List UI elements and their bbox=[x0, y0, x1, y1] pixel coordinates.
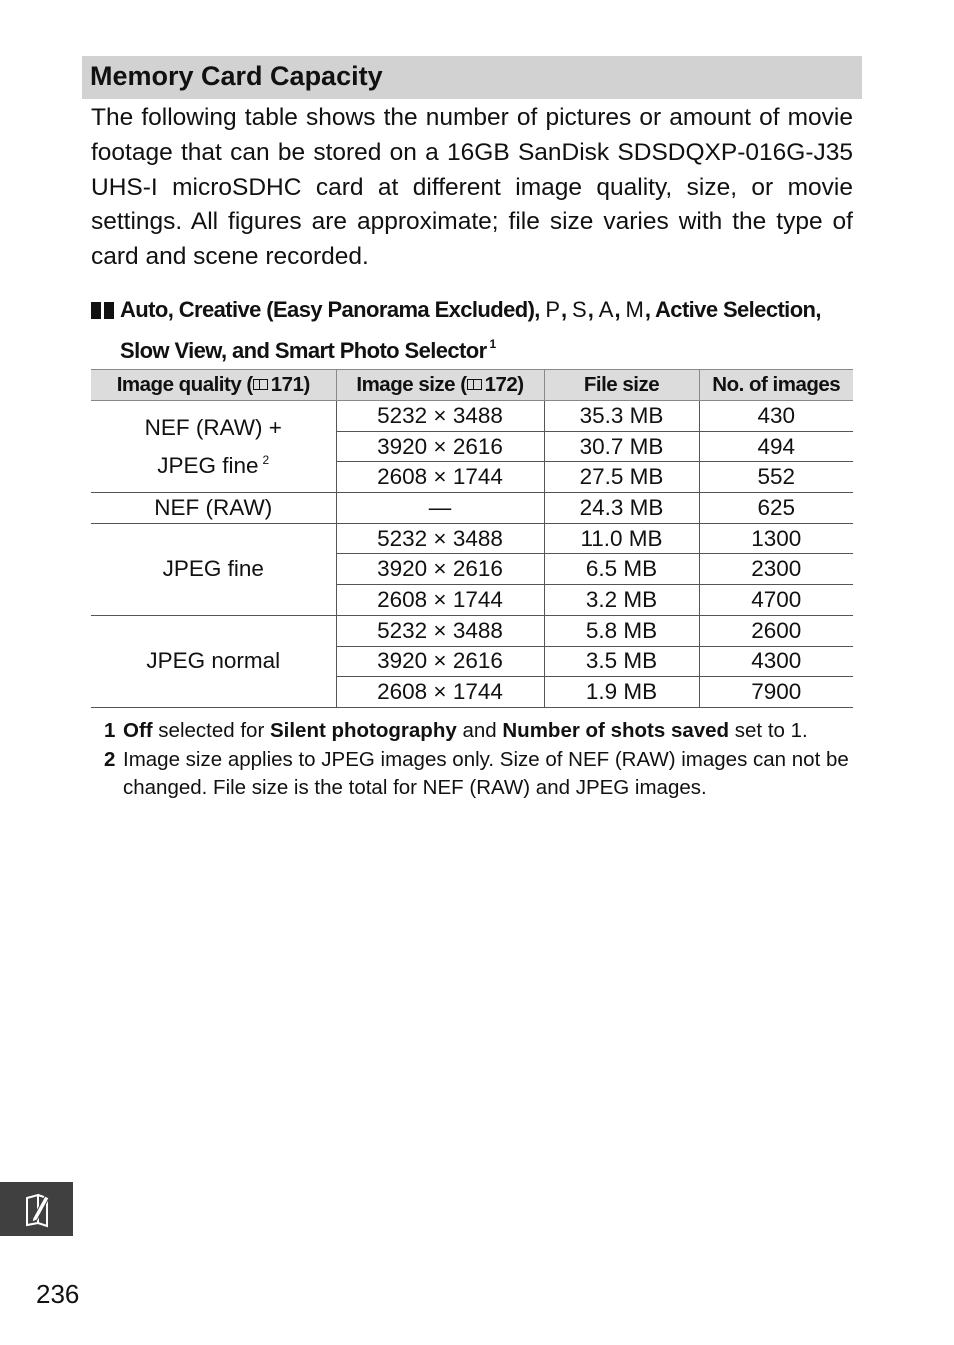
intro-paragraph: The following table shows the number of pictures or amount of movie footage that can be stored on a 16GB SanDisk SDSDQXP-016G-J35 UHS-I microSDHC card at different image quality, size, or movie settings. All figures are approximate; file size varies with the type of card and scene recorded. bbox=[91, 104, 853, 271]
header-image-size: Image size ( 172) bbox=[336, 370, 544, 401]
file-size-cell: 11.0 MB bbox=[544, 523, 699, 554]
count-cell: 1300 bbox=[699, 523, 853, 554]
footnote-ref: 2 bbox=[262, 452, 270, 467]
quality-cell: NEF (RAW) bbox=[91, 493, 336, 524]
size-cell: — bbox=[336, 493, 544, 524]
file-size-cell: 6.5 MB bbox=[544, 554, 699, 585]
mode-a: A bbox=[598, 297, 615, 322]
header-file-size: File size bbox=[544, 370, 699, 401]
header-image-count: No. of images bbox=[699, 370, 853, 401]
page-reference-icon bbox=[253, 379, 268, 390]
file-size-cell: 27.5 MB bbox=[544, 462, 699, 493]
subheading-text: , Active Selection, bbox=[644, 297, 821, 322]
mode-m: M bbox=[625, 297, 645, 322]
page-number: 236 bbox=[36, 1279, 80, 1309]
file-size-cell: 5.8 MB bbox=[544, 615, 699, 646]
count-cell: 494 bbox=[699, 431, 853, 462]
count-cell: 2600 bbox=[699, 615, 853, 646]
subheading-line-1 bbox=[120, 293, 821, 327]
subheading-separator: , bbox=[587, 297, 599, 322]
section-marker-icon bbox=[91, 302, 114, 319]
file-size-cell: 3.2 MB bbox=[544, 585, 699, 616]
mode-s: S bbox=[572, 297, 588, 322]
size-cell: 2608 × 1744 bbox=[336, 585, 544, 616]
footnote-number: 1 bbox=[104, 719, 116, 742]
count-cell: 4300 bbox=[699, 646, 853, 677]
table-row bbox=[91, 615, 853, 646]
table-row bbox=[91, 493, 853, 524]
size-cell: 3920 × 2616 bbox=[336, 431, 544, 462]
file-size-cell: 1.9 MB bbox=[544, 677, 699, 708]
size-cell: 3920 × 2616 bbox=[336, 554, 544, 585]
count-cell: 2300 bbox=[699, 554, 853, 585]
file-size-cell: 30.7 MB bbox=[544, 431, 699, 462]
page-reference-icon bbox=[467, 379, 482, 390]
count-cell: 430 bbox=[699, 401, 853, 432]
section-title: Memory Card Capacity bbox=[90, 61, 383, 91]
subheading-line-2 bbox=[120, 327, 496, 368]
header-image-quality: Image quality ( 171) bbox=[91, 370, 336, 401]
count-cell: 7900 bbox=[699, 677, 853, 708]
subheading-text: Slow View, and Smart Photo Selector bbox=[120, 338, 487, 363]
quality-cell: JPEG fine bbox=[91, 523, 336, 615]
footnote-ref: 1 bbox=[489, 337, 496, 351]
capacity-table bbox=[91, 369, 853, 708]
section-header bbox=[82, 56, 862, 99]
table-header-row bbox=[91, 370, 853, 401]
notes-pencil-icon bbox=[24, 1190, 52, 1228]
subheading-separator: , bbox=[561, 297, 573, 322]
count-cell: 4700 bbox=[699, 585, 853, 616]
table-row bbox=[91, 523, 853, 554]
size-cell: 3920 × 2616 bbox=[336, 646, 544, 677]
file-size-cell: 3.5 MB bbox=[544, 646, 699, 677]
mode-p: P bbox=[545, 297, 562, 322]
footnotes bbox=[104, 717, 856, 803]
footnote-1: 1 Off selected for Silent photography and Number of shots saved set to 1. bbox=[104, 717, 856, 746]
file-size-cell: 35.3 MB bbox=[544, 401, 699, 432]
count-cell: 552 bbox=[699, 462, 853, 493]
table-row bbox=[91, 401, 853, 432]
section-tab bbox=[0, 1182, 73, 1236]
footnote-2: 2 Image size applies to JPEG images only. Size of NEF (RAW) images can not be changed. File size is the total for NEF (RAW) and JPEG images. bbox=[104, 747, 849, 799]
footnote-number: 2 bbox=[104, 747, 116, 771]
size-cell: 5232 × 3488 bbox=[336, 615, 544, 646]
quality-cell: NEF (RAW) + JPEG fine $^2$ bbox=[91, 401, 336, 493]
size-cell: 5232 × 3488 bbox=[336, 401, 544, 432]
file-size-cell: 24.3 MB bbox=[544, 493, 699, 524]
size-cell: 2608 × 1744 bbox=[336, 462, 544, 493]
count-cell: 625 bbox=[699, 493, 853, 524]
quality-cell: JPEG normal bbox=[91, 615, 336, 707]
size-cell: 2608 × 1744 bbox=[336, 677, 544, 708]
subheading-text: Auto, Creative (Easy Panorama Excluded), bbox=[120, 297, 546, 322]
size-cell: 5232 × 3488 bbox=[336, 523, 544, 554]
subheading-separator: , bbox=[614, 297, 626, 322]
